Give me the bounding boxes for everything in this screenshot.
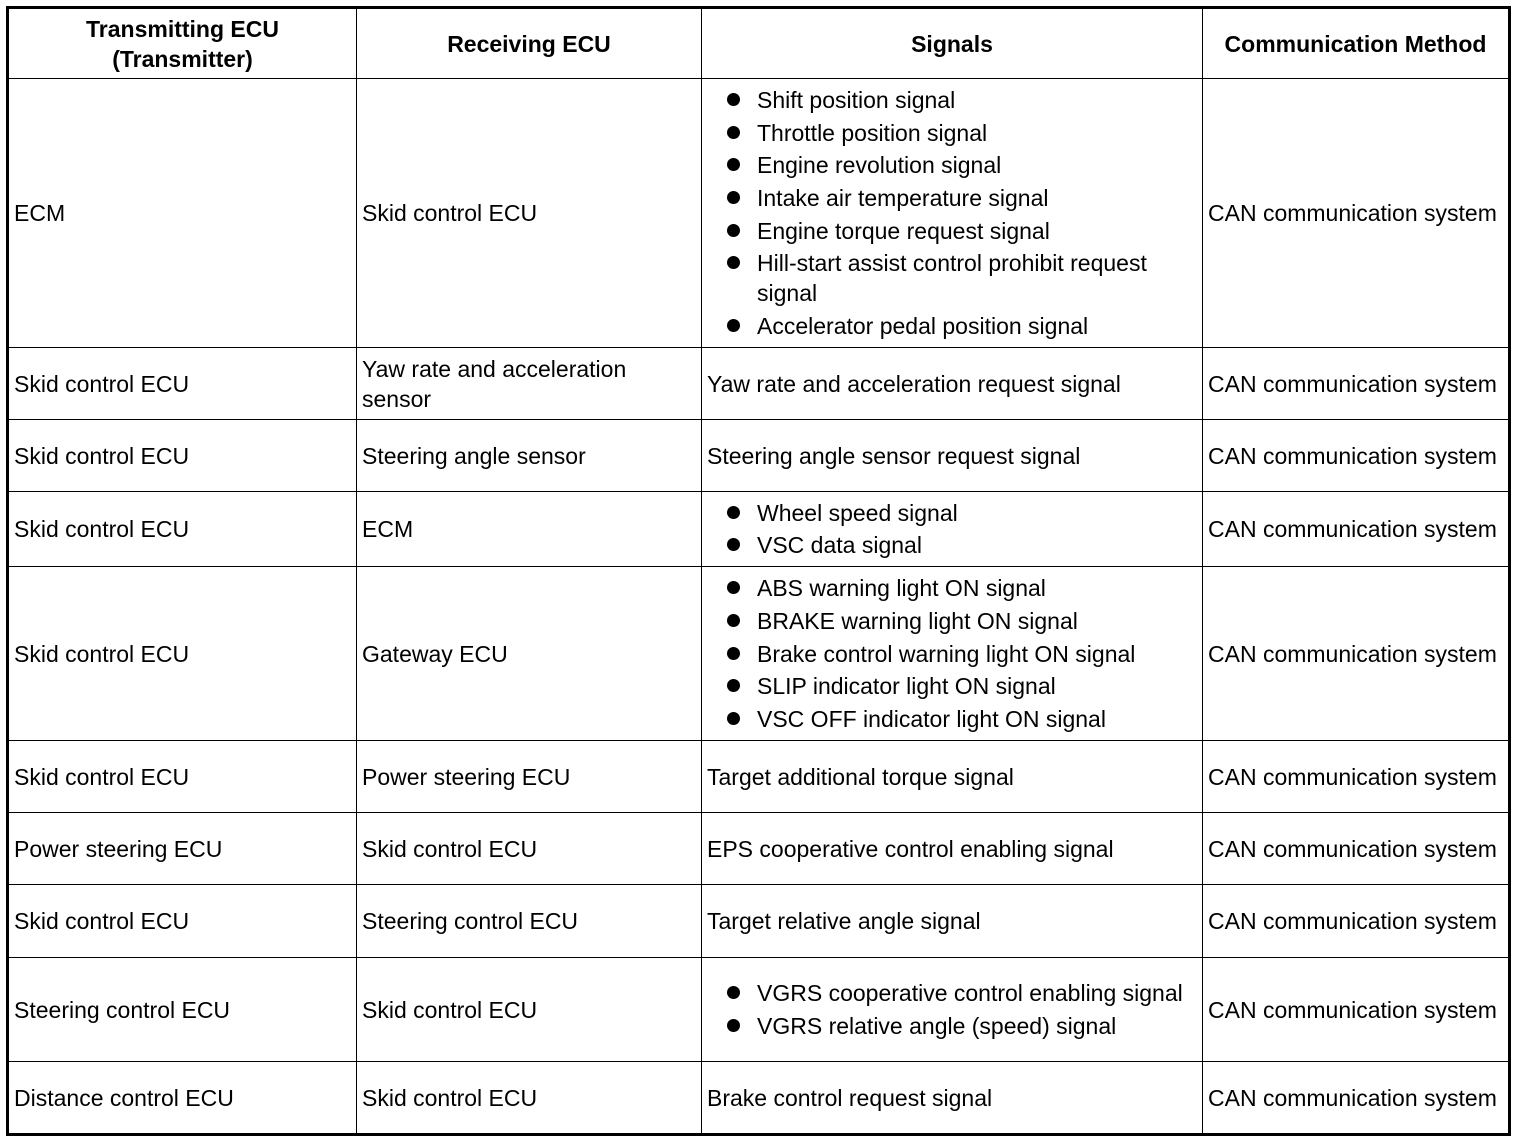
- cell-signals: [702, 1062, 1203, 1135]
- cell-receiving-ecu: Skid control ECU: [357, 813, 702, 885]
- cell-communication-method: CAN communication system: [1203, 813, 1510, 885]
- signal-text: Engine revolution signal: [757, 152, 1002, 179]
- signal-list-item: [707, 573, 1197, 603]
- cell-transmitting-ecu: Skid control ECU: [8, 492, 357, 567]
- cell-communication-method: CAN communication system: [1203, 1062, 1510, 1135]
- header-communication-method: Communication Method: [1203, 8, 1510, 79]
- signal-text: EPS cooperative control enabling signal: [707, 835, 1114, 862]
- cell-signals: [702, 958, 1203, 1062]
- signal-text: VSC data signal: [757, 532, 922, 559]
- signal-list: [707, 495, 1197, 564]
- signal-text: VSC OFF indicator light ON signal: [757, 705, 1106, 732]
- cell-signals: [702, 348, 1203, 420]
- signal-text: BRAKE warning light ON signal: [757, 607, 1078, 634]
- cell-communication-method: CAN communication system: [1203, 885, 1510, 958]
- cell-transmitting-ecu: Skid control ECU: [8, 567, 357, 741]
- signal-text: SLIP indicator light ON signal: [757, 673, 1056, 700]
- cell-communication-method: CAN communication system: [1203, 958, 1510, 1062]
- cell-signals: [702, 420, 1203, 492]
- cell-transmitting-ecu: Skid control ECU: [8, 885, 357, 958]
- signal-list-item: [707, 118, 1197, 148]
- header-receiving-ecu: Receiving ECU: [357, 8, 702, 79]
- bullet-icon: [727, 614, 740, 627]
- cell-signals: [702, 79, 1203, 348]
- cell-communication-method: CAN communication system: [1203, 741, 1510, 813]
- signal-list: [707, 570, 1197, 736]
- signal-text: Hill-start assist control prohibit request signal: [757, 250, 1147, 307]
- table-row: [8, 420, 1510, 492]
- table-row: [8, 348, 1510, 420]
- signal-text: Brake control request signal: [707, 1084, 993, 1111]
- cell-signals: [702, 741, 1203, 813]
- table-header: [8, 8, 1510, 79]
- bullet-icon: [727, 1019, 740, 1032]
- signal-text: Wheel speed signal: [757, 499, 958, 526]
- cell-communication-method: CAN communication system: [1203, 567, 1510, 741]
- signal-list-item: [707, 311, 1197, 341]
- table-row: [8, 885, 1510, 958]
- cell-receiving-ecu: ECM: [357, 492, 702, 567]
- cell-transmitting-ecu: Skid control ECU: [8, 348, 357, 420]
- signal-text: Throttle position signal: [757, 119, 988, 146]
- table-row: [8, 1062, 1510, 1135]
- table-row: [8, 567, 1510, 741]
- bullet-icon: [727, 224, 740, 237]
- cell-transmitting-ecu: Steering control ECU: [8, 958, 357, 1062]
- signal-text: VGRS cooperative control enabling signal: [757, 980, 1183, 1007]
- cell-receiving-ecu: Yaw rate and acceleration sensor: [357, 348, 702, 420]
- signal-list: [707, 975, 1197, 1044]
- bullet-icon: [727, 191, 740, 204]
- table-row: [8, 958, 1510, 1062]
- cell-communication-method: CAN communication system: [1203, 492, 1510, 567]
- signal-text: Engine torque request signal: [757, 217, 1050, 244]
- cell-transmitting-ecu: Power steering ECU: [8, 813, 357, 885]
- table-row: [8, 813, 1510, 885]
- signal-list-item: [707, 978, 1197, 1008]
- signal-list-item: [707, 639, 1197, 669]
- cell-receiving-ecu: Steering control ECU: [357, 885, 702, 958]
- bullet-icon: [727, 679, 740, 692]
- signal-text: Steering angle sensor request signal: [707, 442, 1081, 469]
- cell-receiving-ecu: Power steering ECU: [357, 741, 702, 813]
- signal-list-item: [707, 1011, 1197, 1041]
- signal-text: Target relative angle signal: [707, 908, 981, 934]
- bullet-icon: [727, 506, 740, 519]
- cell-receiving-ecu: Gateway ECU: [357, 567, 702, 741]
- signal-list-item: [707, 606, 1197, 636]
- ecu-communication-table: [6, 6, 1511, 1136]
- signal-text: VGRS relative angle (speed) signal: [757, 1012, 1117, 1039]
- signal-text: Intake air temperature signal: [757, 185, 1049, 211]
- table-body: [8, 79, 1510, 1135]
- signal-list-item: [707, 85, 1197, 115]
- cell-signals: [702, 885, 1203, 958]
- cell-signals: [702, 492, 1203, 567]
- bullet-icon: [727, 712, 740, 725]
- signal-list-item: [707, 248, 1197, 308]
- cell-receiving-ecu: Steering angle sensor: [357, 420, 702, 492]
- bullet-icon: [727, 581, 740, 594]
- signal-list: [707, 82, 1197, 344]
- bullet-icon: [727, 158, 740, 171]
- signal-text: Target additional torque signal: [707, 763, 1014, 790]
- header-signals: Signals: [702, 8, 1203, 79]
- cell-communication-method: CAN communication system: [1203, 79, 1510, 348]
- signal-text: Brake control warning light ON signal: [757, 640, 1136, 667]
- signal-text: ABS warning light ON signal: [757, 575, 1046, 602]
- bullet-icon: [727, 986, 740, 999]
- signal-list-item: [707, 498, 1197, 528]
- cell-receiving-ecu: Skid control ECU: [357, 79, 702, 348]
- signal-list-item: [707, 150, 1197, 180]
- cell-signals: [702, 567, 1203, 741]
- header-transmitting-ecu: Transmitting ECU (Transmitter): [8, 8, 357, 79]
- table-row: [8, 492, 1510, 567]
- bullet-icon: [727, 126, 740, 139]
- cell-receiving-ecu: Skid control ECU: [357, 1062, 702, 1135]
- table-row: [8, 79, 1510, 348]
- bullet-icon: [727, 256, 740, 269]
- header-row: [8, 8, 1510, 79]
- cell-signals: [702, 813, 1203, 885]
- bullet-icon: [727, 538, 740, 551]
- cell-transmitting-ecu: Skid control ECU: [8, 420, 357, 492]
- signal-text: Shift position signal: [757, 87, 956, 114]
- bullet-icon: [727, 93, 740, 106]
- signal-list-item: [707, 183, 1197, 213]
- signal-list-item: [707, 530, 1197, 560]
- cell-transmitting-ecu: Skid control ECU: [8, 741, 357, 813]
- cell-transmitting-ecu: Distance control ECU: [8, 1062, 357, 1135]
- signal-list-item: [707, 704, 1197, 734]
- signal-list-item: [707, 216, 1197, 246]
- bullet-icon: [727, 647, 740, 660]
- signal-list-item: [707, 671, 1197, 701]
- cell-receiving-ecu: Skid control ECU: [357, 958, 702, 1062]
- signal-text: Yaw rate and acceleration request signal: [707, 370, 1121, 397]
- signal-text: Accelerator pedal position signal: [757, 312, 1089, 339]
- table-row: [8, 741, 1510, 813]
- cell-transmitting-ecu: ECM: [8, 79, 357, 348]
- cell-communication-method: CAN communication system: [1203, 348, 1510, 420]
- bullet-icon: [727, 319, 740, 332]
- cell-communication-method: CAN communication system: [1203, 420, 1510, 492]
